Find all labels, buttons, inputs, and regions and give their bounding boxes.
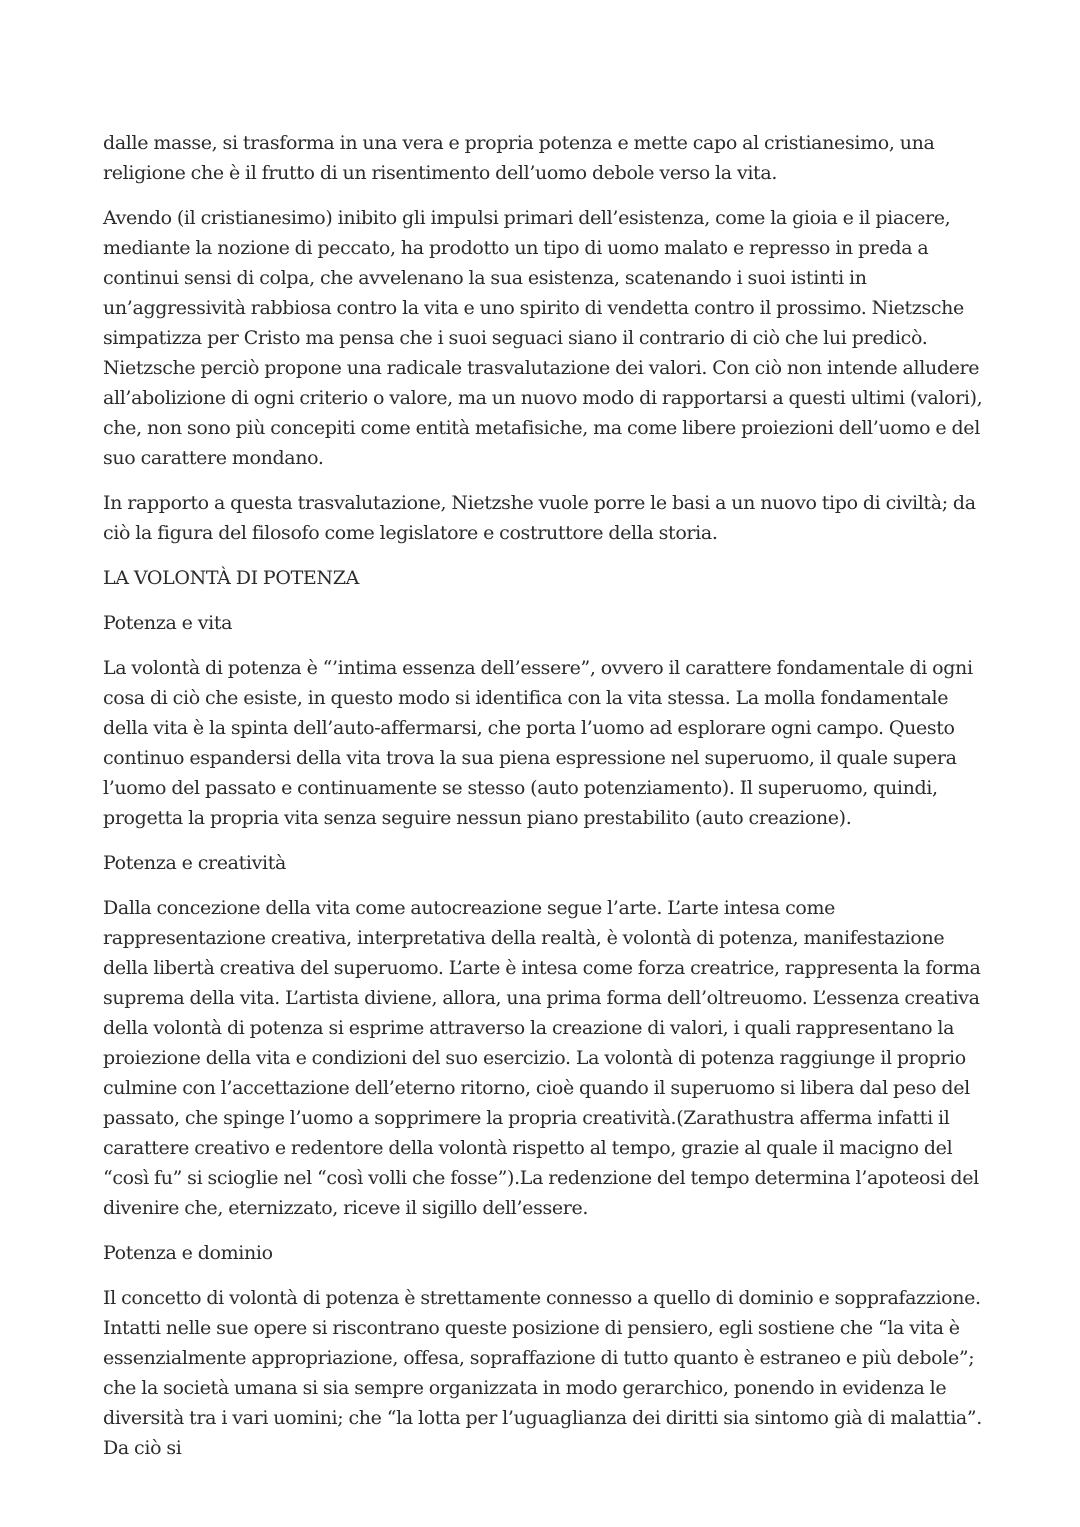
subheading-power-and-creativity: Potenza e creatività [103, 852, 287, 874]
section-heading-will-to-power: LA VOLONTÀ DI POTENZA [103, 567, 359, 589]
subheading-power-and-domination: Potenza e dominio [103, 1242, 273, 1264]
paragraph-power-and-life: La volontà di potenza è “’intima essenza dell’essere”, ovvero il carattere fondamentale di ogni cosa di ciò che esiste, in questo modo si identifica con la vita stessa. La molla fondamentale della vita è la spinta dell’auto-affermarsi, che porta l’uomo ad esplorare ogni campo. Questo continuo espandersi della vita trova la sua piena espressione nel superuomo, il quale supera l’uomo del passato e continuamente se stesso (auto potenziamento). Il superuomo, quindi, progetta la propria vita senza seguire nessun piano prestabilito (auto creazione). [103, 657, 973, 829]
paragraph-christianity-origin: dalle masse, si trasforma in una vera e propria potenza e mette capo al cristianesimo, una religione che è il frutto di un risentimento dell’uomo debole verso la vita. [103, 132, 935, 184]
paragraph-christianity-effects: Avendo (il cristianesimo) inibito gli impulsi primari dell’esistenza, come la gioia e il piacere, mediante la nozione di peccato, ha prodotto un tipo di uomo malato e represso in preda a continui sensi di colpa, che avvelenano la sua esistenza, scatenando i suoi istinti in un’aggressività rabbiosa contro la vita e uno spirito di vendetta contro il prossimo. Nietzsche simpatizza per Cristo ma pensa che i suoi seguaci siano il contrario di ciò che lui predicò. Nietzsche perciò propone una radicale trasvalutazione dei valori. Con ciò non intende alludere all’abolizione di ogni criterio o valore, ma un nuovo modo di rapportarsi a questi ultimi (valori), che, non sono più concepiti come entità metafisiche, ma come libere proiezioni dell’uomo e del suo carattere mondano. [103, 207, 983, 469]
document-page [103, 128, 983, 1478]
subheading-power-and-life: Potenza e vita [103, 612, 233, 634]
paragraph-new-civilization: In rapporto a questa trasvalutazione, Nietzshe vuole porre le basi a un nuovo tipo di civiltà; da ciò la figura del filosofo come legislatore e costruttore della storia. [103, 492, 976, 544]
paragraph-power-and-domination: Il concetto di volontà di potenza è strettamente connesso a quello di dominio e sopprafazzione. Intatti nelle sue opere si riscontrano queste posizione di pensiero, egli sostiene che “la vita è essenzialmente appropriazione, offesa, sopraffazione di tutto quanto è estraneo e più debole”; che la società umana si sia sempre organizzata in modo gerarchico, ponendo in evidenza le diversità tra i vari uomini; che “la lotta per l’uguaglianza dei diritti sia sintomo già di malattia”. Da ciò si [103, 1287, 982, 1459]
paragraph-power-and-creativity: Dalla concezione della vita come autocreazione segue l’arte. L’arte intesa come rappresentazione creativa, interpretativa della realtà, è volontà di potenza, manifestazione della libertà creativa del superuomo. L’arte è intesa come forza creatrice, rappresenta la forma suprema della vita. L’artista diviene, allora, una prima forma dell’oltreuomo. L’essenza creativa della volontà di potenza si esprime attraverso la creazione di valori, i quali rappresentano la proiezione della vita e condizioni del suo esercizio. La volontà di potenza raggiunge il proprio culmine con l’accettazione dell’eterno ritorno, cioè quando il superuomo si libera dal peso del passato, che spinge l’uomo a sopprimere la propria creatività.(Zarathustra afferma infatti il carattere creativo e redentore della volontà rispetto al tempo, grazie al quale il macigno del “così fu” si scioglie nel “così volli che fosse”).La redenzione del tempo determina l’apoteosi del divenire che, eternizzato, riceve il sigillo dell’essere. [103, 897, 981, 1219]
